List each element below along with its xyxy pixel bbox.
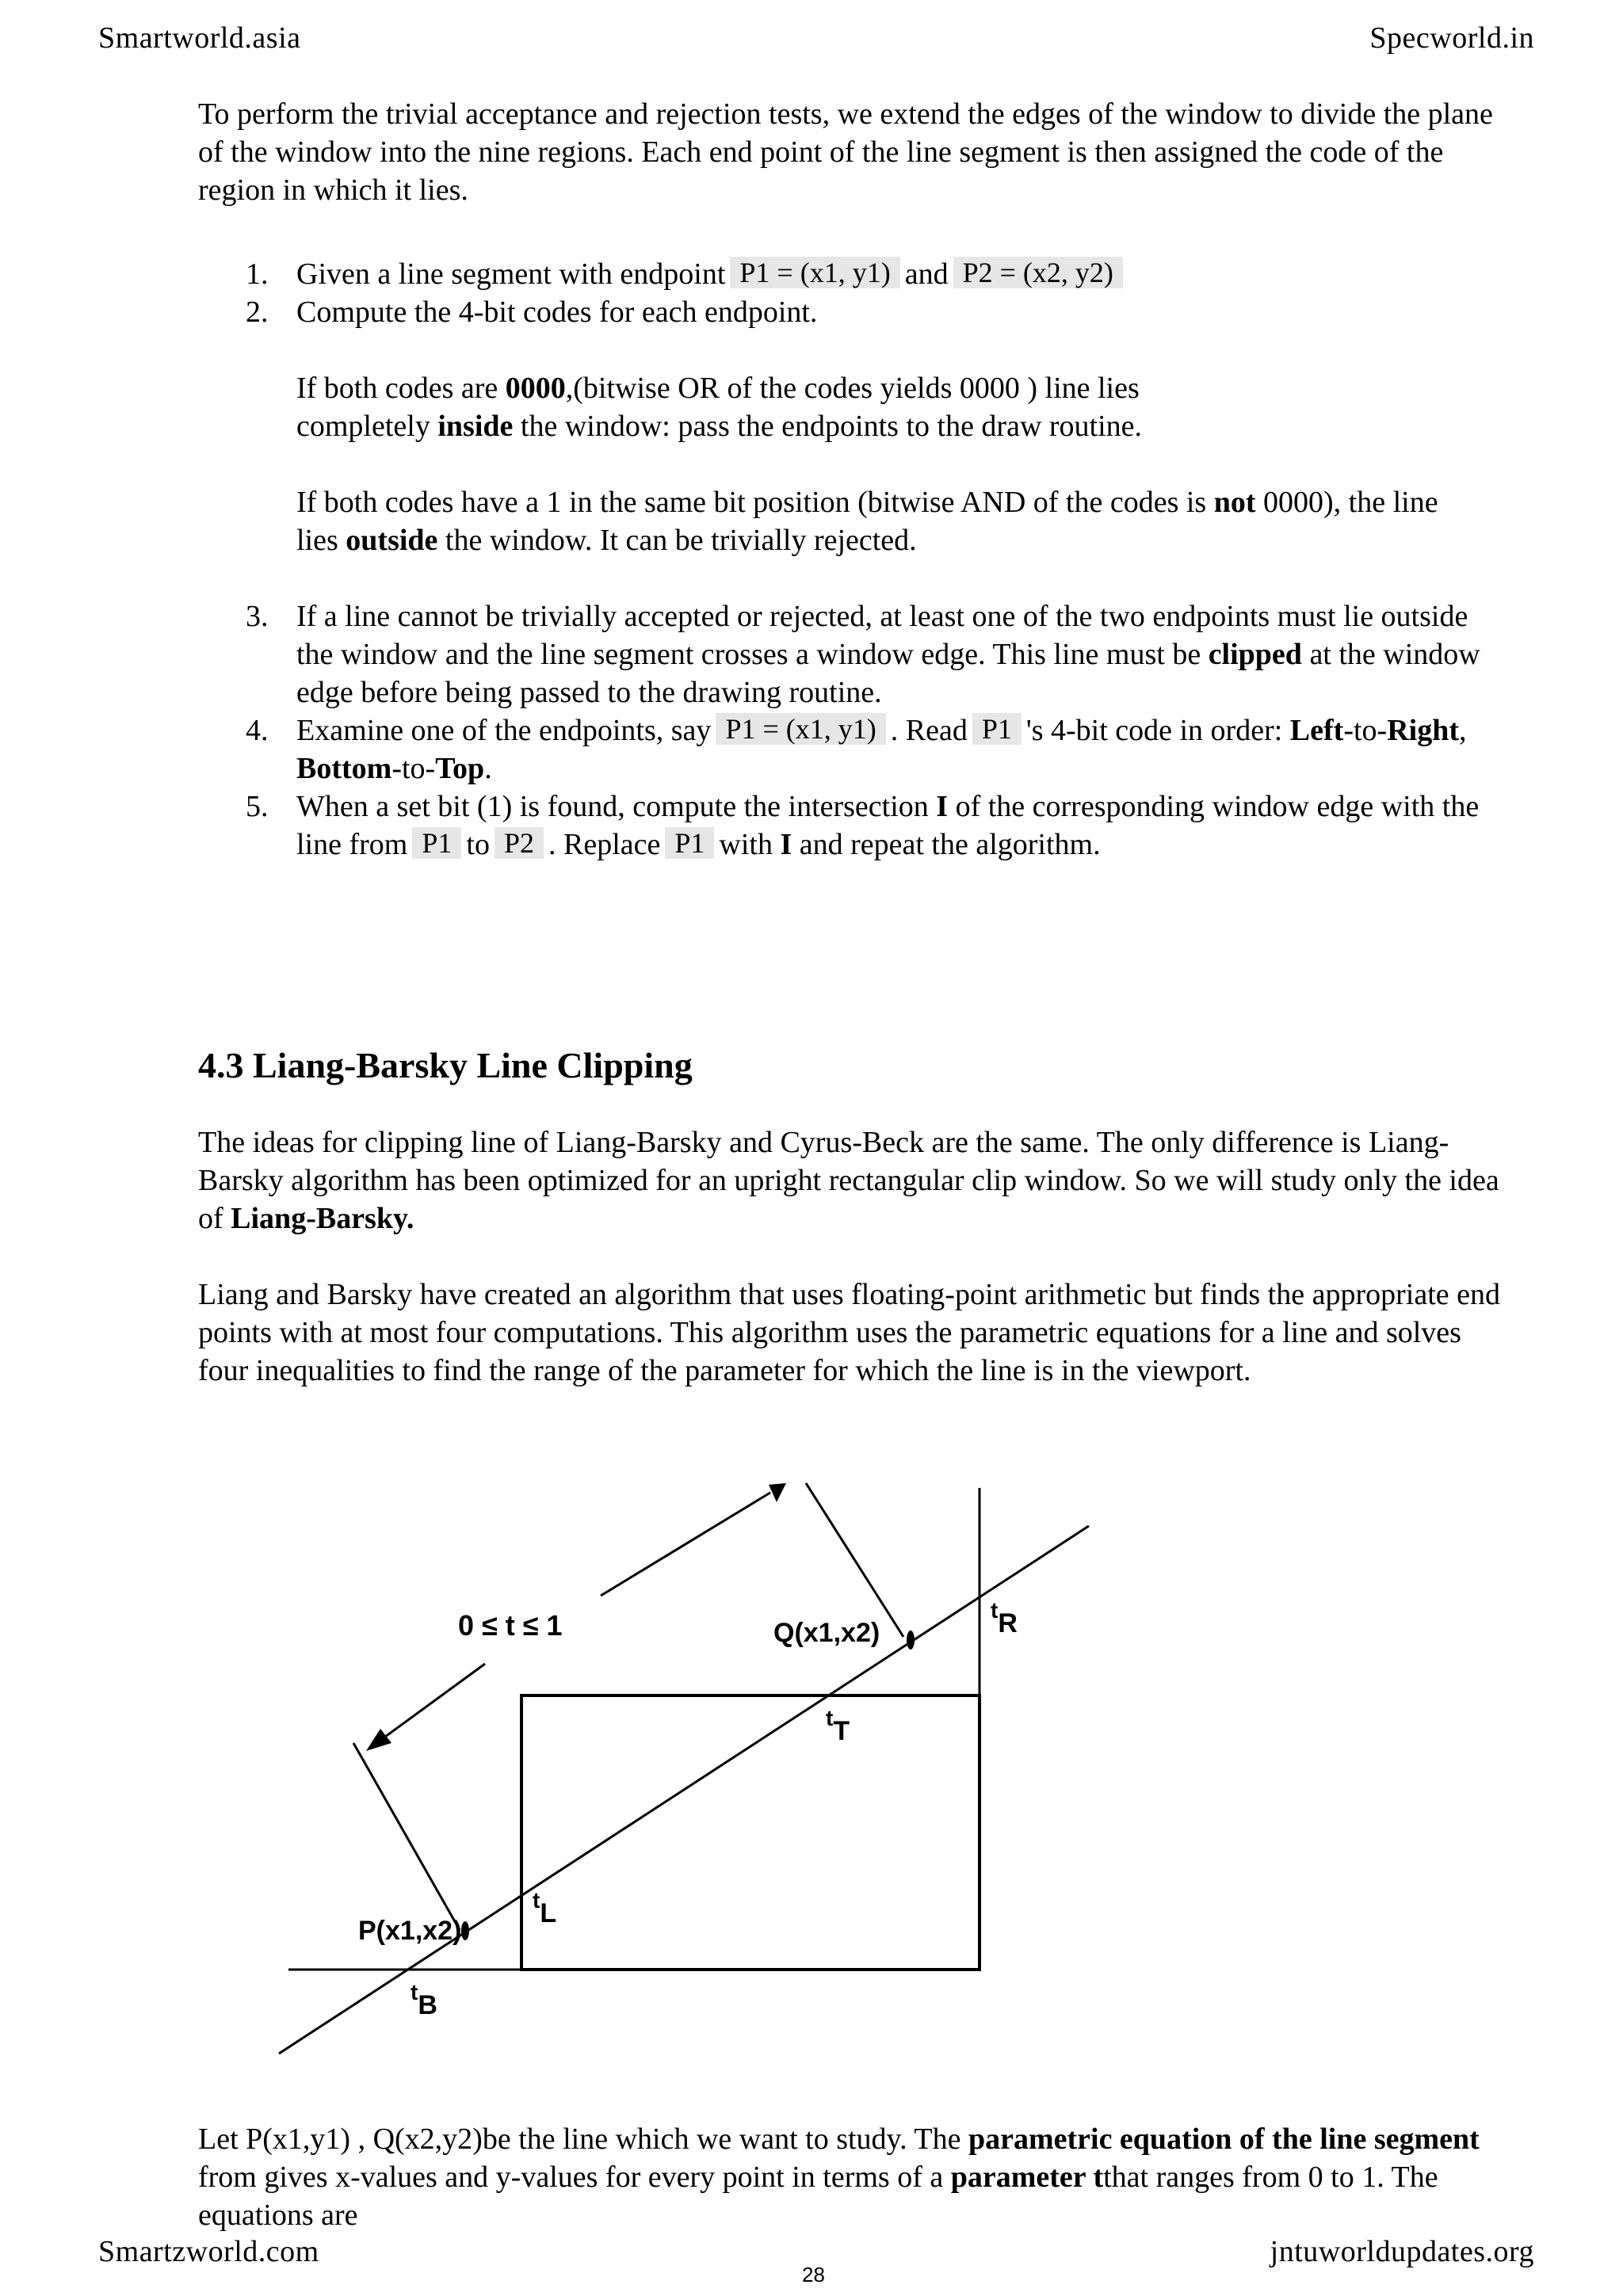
step-3-b: clipped: [1208, 638, 1302, 671]
step-4-left: Left: [1289, 714, 1344, 747]
lower-arrow-head: [366, 1729, 391, 1751]
upper-arrow-shaft: [601, 1493, 770, 1596]
step-5-b: I: [936, 790, 949, 823]
step-5-to: to: [466, 828, 490, 861]
t-bottom-t: t: [411, 1980, 418, 2004]
lower-arrow-shaft: [379, 1664, 485, 1741]
t-left-sub: L: [540, 1898, 557, 1928]
p1-formula-chip: P1 = (x1, y1): [730, 257, 899, 288]
step-4-text: [296, 711, 1501, 788]
same-bit-c: 0000), the line lies: [296, 486, 1438, 557]
point-p-marker: [461, 1921, 469, 1940]
p-leader-line: [353, 1743, 460, 1930]
t-right-sub: R: [998, 1608, 1018, 1638]
step-4-to1: -to-: [1343, 714, 1388, 747]
same-bit-b: not: [1213, 486, 1256, 519]
same-bit-e: the window. It can be trivially rejected.: [437, 524, 917, 557]
parametric-equation-paragraph: [198, 2120, 1514, 2234]
liang-barsky-diagram: [0, 1426, 1623, 2076]
step-4-c: 's 4-bit code in order:: [1025, 714, 1290, 747]
step-5-i: I: [780, 828, 792, 861]
same-bit-a: If both codes have a 1 in the same bit position (bitwise AND of the codes is: [296, 486, 1214, 519]
t-top-label: [826, 1706, 850, 1746]
parametric-line: [279, 1526, 1089, 2054]
point-q-marker: [907, 1630, 915, 1650]
footer-right-site: jntuworldupdates.org: [1270, 2235, 1534, 2268]
t-bottom-label: [411, 1980, 437, 2020]
p1-chip: P1: [972, 713, 1022, 745]
step-3-number: 3.: [246, 600, 269, 633]
para3-c: from gives x-values and y-values for every point in terms of a: [198, 2161, 951, 2194]
both-zero-c: ,(bitwise OR of the codes yields 0000 ) line lies completely: [296, 372, 1140, 443]
step-5-a: When a set bit (1) is found, compute the intersection: [296, 790, 937, 823]
step-5-number: 5.: [246, 790, 269, 823]
both-zero-e: the window: pass the endpoints to the draw routine.: [513, 410, 1143, 443]
step-5-replace: . Replace: [548, 828, 661, 861]
both-zero-b: 0000: [505, 372, 566, 405]
t-bottom-sub: B: [418, 1990, 437, 2020]
step-3-a: If a line cannot be trivially accepted or rejected, at least one of the two endpoints must lie outside the window and the line segment crosses a window edge. This line must be: [296, 600, 1468, 671]
para1-a: The ideas for clipping line of Liang-Barsky and Cyrus-Beck are the same. The only difference is Liang-Barsky algorithm has been optimized for an upright rectangular clip window. So we will study only the idea of: [198, 1126, 1499, 1235]
step-1-number: 1.: [246, 257, 269, 291]
step-4-a: Examine one of the endpoints, say: [296, 714, 712, 747]
clip-window-rect: [521, 1695, 980, 1970]
step-1-text: [296, 255, 1533, 293]
liang-barsky-intro-paragraph: [198, 1123, 1514, 1238]
section-title: 4.3 Liang-Barsky Line Clipping: [198, 1045, 693, 1085]
para3-e: that ranges from 0 to 1. The equations are: [198, 2161, 1438, 2232]
page-number: 28: [802, 2263, 825, 2286]
step-5-text: [296, 788, 1501, 864]
step-1-text-a: Given a line segment with endpoint: [296, 257, 726, 291]
step-4-to2: -to-: [391, 752, 436, 785]
step-2-text: Compute the 4-bit codes for each endpoint.: [296, 296, 818, 329]
p2-chip: P2: [495, 827, 544, 859]
step-4-number: 4.: [246, 714, 269, 747]
upper-arrow-head: [769, 1483, 786, 1502]
p1-chip-3: P1: [665, 827, 714, 859]
both-zero-paragraph: [296, 369, 1232, 445]
both-zero-d: inside: [437, 410, 514, 443]
para3-a: Let P(x1,y1) , Q(x2,y2)be the line which we want to study. The: [198, 2122, 968, 2156]
p-point-label: P(x1,x2): [358, 1916, 462, 1946]
t-top-sub: T: [833, 1716, 850, 1746]
t-right-label: [991, 1598, 1018, 1638]
step-4-right: Right: [1387, 714, 1459, 747]
step-5-with: with: [719, 828, 781, 861]
step-5-repeat: and repeat the algorithm.: [792, 828, 1101, 861]
same-bit-paragraph: [296, 483, 1477, 559]
t-right-t: t: [991, 1598, 999, 1623]
t-left-label: [533, 1888, 556, 1928]
para3-d: parameter t: [950, 2161, 1104, 2194]
both-zero-a: If both codes are: [296, 372, 506, 405]
q-point-label: Q(x1,x2): [773, 1618, 880, 1648]
step-4-bottom: Bottom: [296, 752, 392, 785]
footer-left-site: Smartzworld.com: [98, 2235, 319, 2268]
t-top-t: t: [826, 1706, 834, 1730]
header-right-site: Specworld.in: [1369, 21, 1534, 55]
t-left-t: t: [533, 1888, 540, 1913]
para3-b: parametric equation of the line segment: [968, 2122, 1480, 2156]
step-1-and: and: [904, 257, 949, 291]
p1-chip-2: P1: [412, 827, 461, 859]
p2-formula-chip: P2 = (x2, y2): [953, 257, 1123, 288]
step-4-top: Top: [435, 752, 485, 785]
q-leader-line: [806, 1483, 903, 1637]
step-4-comma: ,: [1459, 714, 1467, 747]
intro-paragraph: To perform the trivial acceptance and rejection tests, we extend the edges of the window to divide the plane of the window into the nine regions. Each end point of the line segment is then assigned the code of the region in which it lies.: [198, 97, 1493, 207]
liang-barsky-algorithm-paragraph: Liang and Barsky have created an algorithm that uses floating-point arithmetic but finds the appropriate end points with at most four computations. This algorithm uses the parametric equations for a line and solves four inequalities to find the range of the parameter for which the line is in the viewport.: [198, 1278, 1500, 1387]
step-2-number: 2.: [246, 296, 269, 329]
p1-formula-chip-2: P1 = (x1, y1): [716, 713, 885, 745]
t-range-label: 0 ≤ t ≤ 1: [458, 1609, 563, 1642]
step-5-c: of the corresponding window edge with the line from: [296, 790, 1480, 861]
para1-b: Liang-Barsky.: [231, 1202, 414, 1235]
step-3-c: at the window edge before being passed to the drawing routine.: [296, 638, 1480, 709]
step-4-b: . Read: [890, 714, 968, 747]
header-left-site: Smartworld.asia: [98, 21, 301, 55]
step-4-period: .: [484, 752, 492, 785]
step-3-text: [296, 597, 1501, 711]
same-bit-d: outside: [346, 524, 438, 557]
